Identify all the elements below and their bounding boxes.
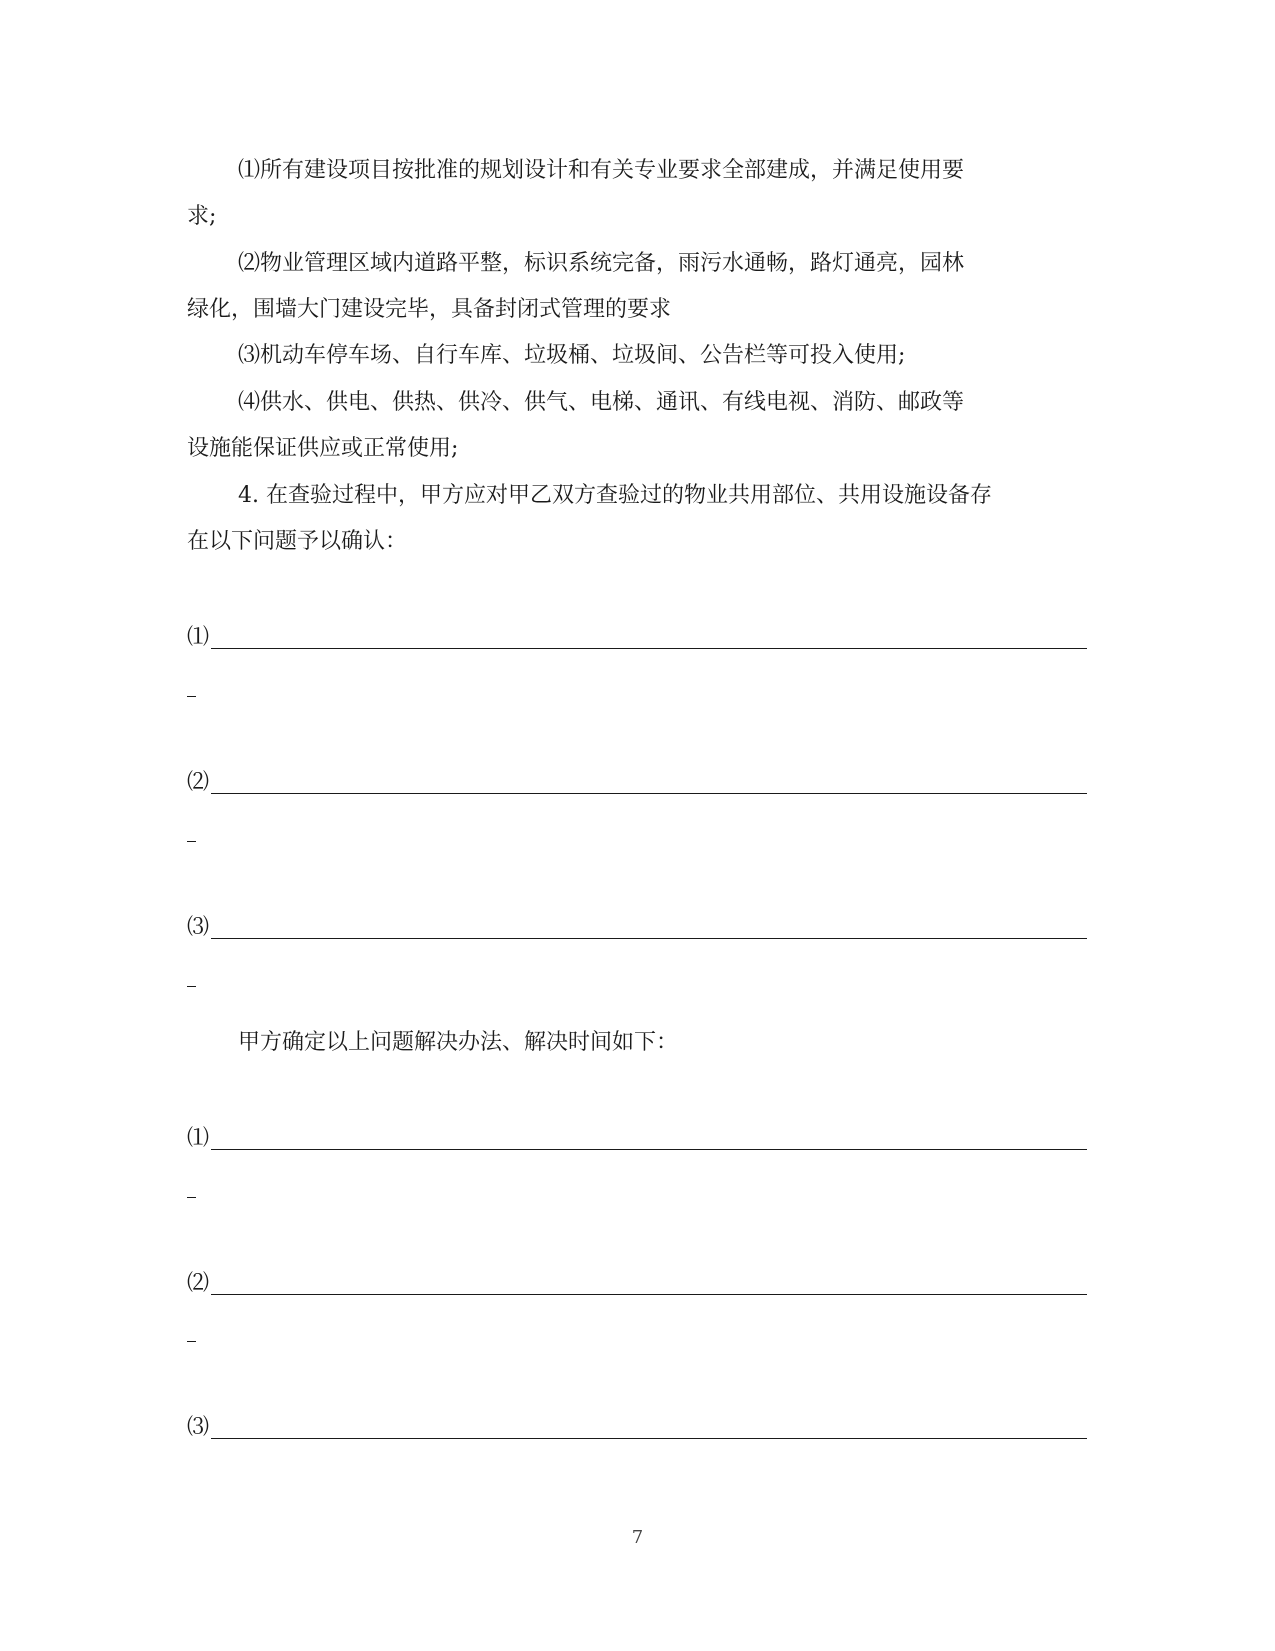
paragraph-3-line-1: ⑶机动车停车场、自行车库、垃圾桶、垃圾间、公告栏等可投入使用; <box>238 343 906 368</box>
solution-underline-3[interactable] <box>211 1416 1087 1439</box>
solution-underline-tail-1 <box>187 1196 196 1198</box>
problem-underline-tail-1 <box>187 695 196 697</box>
solution-underline-2[interactable] <box>211 1272 1087 1295</box>
problem-blank-2[interactable] <box>187 768 1087 798</box>
problem-underline-1[interactable] <box>211 626 1087 649</box>
paragraph-4-line-1: ⑷供水、供电、供热、供冷、供气、电梯、通讯、有线电视、消防、邮政等 <box>238 390 965 415</box>
paragraph-1-line-1: ⑴所有建设项目按批准的规划设计和有关专业要求全部建成，并满足使用要 <box>238 158 965 183</box>
solution-label-2: ⑵ <box>187 1271 210 1296</box>
problem-underline-tail-2 <box>187 840 196 842</box>
problem-label-2: ⑵ <box>187 770 210 795</box>
problem-underline-3[interactable] <box>211 916 1087 939</box>
solution-blank-1[interactable] <box>187 1124 1087 1154</box>
paragraph-2-line-1: ⑵物业管理区域内道路平整，标识系统完备，雨污水通畅，路灯通亮，园林 <box>238 251 965 276</box>
problem-underline-tail-3 <box>187 985 196 987</box>
problem-underline-2[interactable] <box>211 771 1087 794</box>
solution-underline-1[interactable] <box>211 1127 1087 1150</box>
solution-underline-tail-2 <box>187 1340 196 1342</box>
problem-blank-3[interactable] <box>187 913 1087 943</box>
solutions-intro: 甲方确定以上问题解决办法、解决时间如下： <box>238 1030 679 1055</box>
problem-blank-1[interactable] <box>187 623 1087 653</box>
paragraph-1-line-2: 求; <box>187 204 217 229</box>
solution-blank-3[interactable] <box>187 1413 1087 1443</box>
paragraph-2-line-2: 绿化，围墙大门建设完毕，具备封闭式管理的要求 <box>187 297 672 322</box>
paragraph-5-line-1: 4. 在查验过程中，甲方应对甲乙双方查验过的物业共用部位、共用设施设备存 <box>238 483 992 508</box>
problem-label-3: ⑶ <box>187 915 210 940</box>
problem-label-1: ⑴ <box>187 625 210 650</box>
page-number: 7 <box>631 1527 644 1548</box>
paragraph-4-line-2: 设施能保证供应或正常使用; <box>187 436 459 461</box>
solution-label-3: ⑶ <box>187 1415 210 1440</box>
paragraph-5-line-2: 在以下问题予以确认： <box>187 529 408 554</box>
solution-blank-2[interactable] <box>187 1269 1087 1299</box>
solution-label-1: ⑴ <box>187 1126 210 1151</box>
